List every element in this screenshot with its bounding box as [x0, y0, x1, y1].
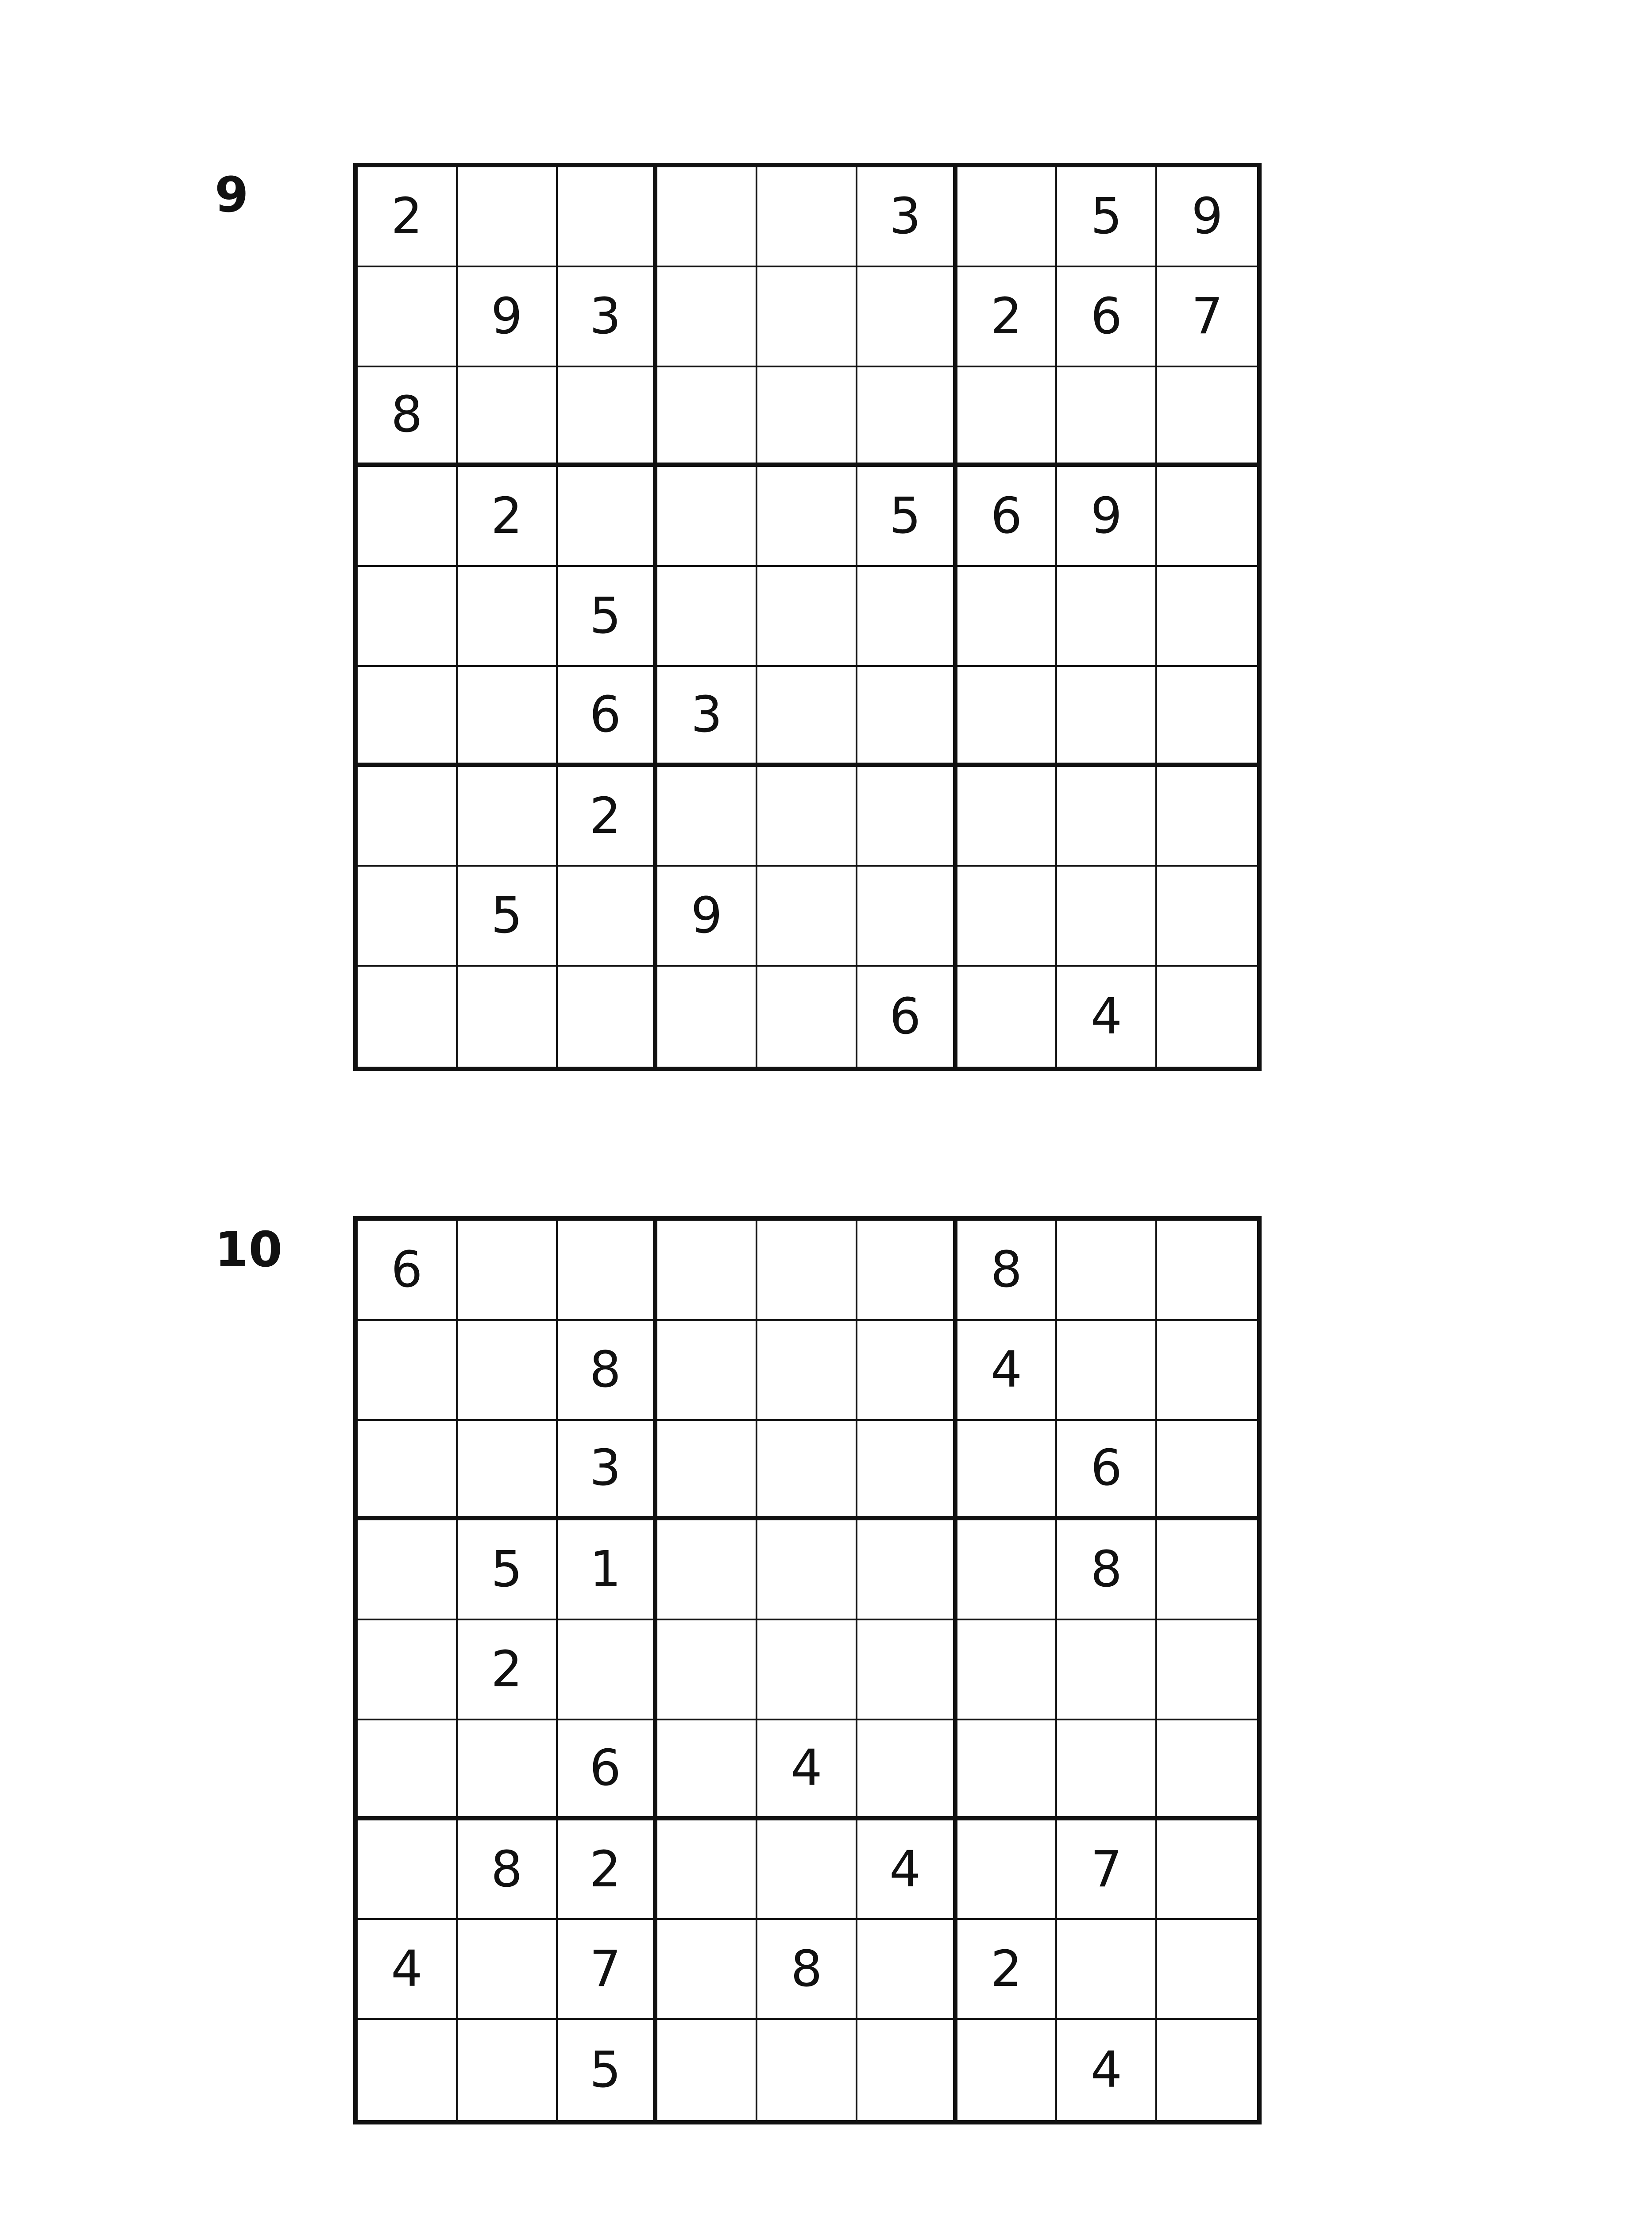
given-cell: 8	[558, 1321, 658, 1421]
empty-cell[interactable]	[957, 867, 1058, 967]
empty-cell[interactable]	[358, 667, 458, 767]
given-cell: 2	[458, 1620, 558, 1720]
given-cell: 7	[558, 1920, 658, 2020]
empty-cell[interactable]	[558, 967, 658, 1067]
empty-cell[interactable]	[657, 467, 757, 567]
empty-cell[interactable]	[1157, 2020, 1257, 2120]
empty-cell[interactable]	[1157, 1720, 1257, 1820]
empty-cell[interactable]	[657, 1620, 757, 1720]
empty-cell[interactable]	[857, 1321, 957, 1421]
empty-cell[interactable]	[1157, 1520, 1257, 1620]
given-cell: 1	[558, 1520, 658, 1620]
empty-cell[interactable]	[857, 667, 957, 767]
empty-cell[interactable]	[358, 1720, 458, 1820]
empty-cell[interactable]	[358, 1421, 458, 1521]
empty-cell[interactable]	[857, 1620, 957, 1720]
empty-cell[interactable]	[957, 1620, 1058, 1720]
empty-cell[interactable]	[757, 567, 857, 667]
empty-cell[interactable]	[857, 1520, 957, 1620]
given-cell: 8	[358, 367, 458, 467]
given-cell: 3	[558, 267, 658, 367]
empty-cell[interactable]	[358, 767, 458, 867]
given-cell: 8	[757, 1920, 857, 2020]
given-cell: 3	[657, 667, 757, 767]
empty-cell[interactable]	[1157, 1620, 1257, 1720]
given-cell: 6	[558, 1720, 658, 1820]
given-cell: 2	[458, 467, 558, 567]
empty-cell[interactable]	[1157, 1920, 1257, 2020]
given-cell: 5	[857, 467, 957, 567]
empty-cell[interactable]	[1057, 1920, 1157, 2020]
empty-cell[interactable]	[657, 967, 757, 1067]
given-cell: 9	[458, 267, 558, 367]
empty-cell[interactable]	[1157, 1421, 1257, 1521]
given-cell: 6	[857, 967, 957, 1067]
empty-cell[interactable]	[857, 767, 957, 867]
empty-cell[interactable]	[657, 1820, 757, 1920]
given-cell: 3	[558, 1421, 658, 1521]
given-cell: 4	[1057, 2020, 1157, 2120]
empty-cell[interactable]	[458, 1720, 558, 1820]
empty-cell[interactable]	[957, 1520, 1058, 1620]
puzzle-number: 10	[215, 1221, 283, 1278]
empty-cell[interactable]	[458, 2020, 558, 2120]
empty-cell[interactable]	[957, 667, 1058, 767]
empty-cell[interactable]	[857, 2020, 957, 2120]
empty-cell[interactable]	[757, 167, 857, 267]
empty-cell[interactable]	[358, 467, 458, 567]
given-cell: 9	[1057, 467, 1157, 567]
empty-cell[interactable]	[1057, 1321, 1157, 1421]
empty-cell[interactable]	[558, 467, 658, 567]
given-cell: 6	[957, 467, 1058, 567]
empty-cell[interactable]	[857, 1920, 957, 2020]
given-cell: 2	[558, 767, 658, 867]
empty-cell[interactable]	[657, 1321, 757, 1421]
empty-cell[interactable]	[757, 267, 857, 367]
empty-cell[interactable]	[857, 1421, 957, 1521]
empty-cell[interactable]	[1057, 667, 1157, 767]
given-cell: 4	[857, 1820, 957, 1920]
given-cell: 8	[1057, 1520, 1157, 1620]
empty-cell[interactable]	[1057, 367, 1157, 467]
empty-cell[interactable]	[657, 1920, 757, 2020]
given-cell: 3	[857, 167, 957, 267]
empty-cell[interactable]	[1157, 367, 1257, 467]
empty-cell[interactable]	[857, 1221, 957, 1321]
empty-cell[interactable]	[857, 867, 957, 967]
given-cell: 9	[1157, 167, 1257, 267]
given-cell: 2	[558, 1820, 658, 1920]
given-cell: 9	[657, 867, 757, 967]
empty-cell[interactable]	[458, 767, 558, 867]
empty-cell[interactable]	[1157, 867, 1257, 967]
empty-cell[interactable]	[657, 167, 757, 267]
empty-cell[interactable]	[757, 867, 857, 967]
empty-cell[interactable]	[857, 267, 957, 367]
empty-cell[interactable]	[857, 1720, 957, 1820]
empty-cell[interactable]	[957, 1720, 1058, 1820]
given-cell: 7	[1057, 1820, 1157, 1920]
empty-cell[interactable]	[458, 667, 558, 767]
given-cell: 6	[1057, 267, 1157, 367]
given-cell: 4	[757, 1720, 857, 1820]
given-cell: 6	[358, 1221, 458, 1321]
sudoku-grid	[353, 1216, 1262, 2124]
empty-cell[interactable]	[657, 1221, 757, 1321]
empty-cell[interactable]	[1057, 867, 1157, 967]
empty-cell[interactable]	[657, 1720, 757, 1820]
empty-cell[interactable]	[757, 1321, 857, 1421]
empty-cell[interactable]	[1157, 1321, 1257, 1421]
empty-cell[interactable]	[358, 1520, 458, 1620]
empty-cell[interactable]	[558, 1221, 658, 1321]
empty-cell[interactable]	[1057, 1620, 1157, 1720]
empty-cell[interactable]	[1057, 567, 1157, 667]
empty-cell[interactable]	[657, 1421, 757, 1521]
empty-cell[interactable]	[757, 1221, 857, 1321]
empty-cell[interactable]	[1157, 667, 1257, 767]
empty-cell[interactable]	[558, 1620, 658, 1720]
puzzle-number: 9	[215, 166, 249, 223]
empty-cell[interactable]	[757, 2020, 857, 2120]
empty-cell[interactable]	[1157, 567, 1257, 667]
empty-cell[interactable]	[757, 767, 857, 867]
empty-cell[interactable]	[1157, 767, 1257, 867]
empty-cell[interactable]	[1157, 1221, 1257, 1321]
empty-cell[interactable]	[757, 1620, 857, 1720]
empty-cell[interactable]	[757, 1520, 857, 1620]
empty-cell[interactable]	[458, 367, 558, 467]
given-cell: 2	[957, 267, 1058, 367]
empty-cell[interactable]	[757, 367, 857, 467]
given-cell: 5	[558, 2020, 658, 2120]
given-cell: 8	[458, 1820, 558, 1920]
empty-cell[interactable]	[757, 967, 857, 1067]
empty-cell[interactable]	[657, 267, 757, 367]
given-cell: 6	[1057, 1421, 1157, 1521]
empty-cell[interactable]	[358, 267, 458, 367]
empty-cell[interactable]	[657, 567, 757, 667]
empty-cell[interactable]	[358, 1820, 458, 1920]
empty-cell[interactable]	[857, 367, 957, 467]
empty-cell[interactable]	[358, 2020, 458, 2120]
empty-cell[interactable]	[558, 367, 658, 467]
empty-cell[interactable]	[358, 567, 458, 667]
empty-cell[interactable]	[957, 767, 1058, 867]
empty-cell[interactable]	[1057, 1720, 1157, 1820]
empty-cell[interactable]	[957, 167, 1058, 267]
empty-cell[interactable]	[558, 867, 658, 967]
empty-cell[interactable]	[458, 1920, 558, 2020]
empty-cell[interactable]	[358, 1620, 458, 1720]
empty-cell[interactable]	[458, 1221, 558, 1321]
empty-cell[interactable]	[1057, 1221, 1157, 1321]
given-cell: 8	[957, 1221, 1058, 1321]
empty-cell[interactable]	[657, 767, 757, 867]
empty-cell[interactable]	[1157, 967, 1257, 1067]
given-cell: 2	[957, 1920, 1058, 2020]
empty-cell[interactable]	[657, 1520, 757, 1620]
empty-cell[interactable]	[458, 567, 558, 667]
empty-cell[interactable]	[358, 1321, 458, 1421]
given-cell: 4	[1057, 967, 1157, 1067]
empty-cell[interactable]	[358, 967, 458, 1067]
empty-cell[interactable]	[458, 1321, 558, 1421]
empty-cell[interactable]	[757, 667, 857, 767]
empty-cell[interactable]	[1157, 467, 1257, 567]
empty-cell[interactable]	[857, 567, 957, 667]
given-cell: 5	[458, 1520, 558, 1620]
empty-cell[interactable]	[957, 1820, 1058, 1920]
empty-cell[interactable]	[957, 567, 1058, 667]
given-cell: 5	[458, 867, 558, 967]
given-cell: 4	[358, 1920, 458, 2020]
given-cell: 5	[1057, 167, 1157, 267]
given-cell: 6	[558, 667, 658, 767]
empty-cell[interactable]	[458, 1421, 558, 1521]
empty-cell[interactable]	[757, 1820, 857, 1920]
empty-cell[interactable]	[558, 167, 658, 267]
empty-cell[interactable]	[1157, 1820, 1257, 1920]
empty-cell[interactable]	[458, 967, 558, 1067]
given-cell: 2	[358, 167, 458, 267]
given-cell: 5	[558, 567, 658, 667]
empty-cell[interactable]	[957, 1421, 1058, 1521]
empty-cell[interactable]	[657, 367, 757, 467]
given-cell: 7	[1157, 267, 1257, 367]
empty-cell[interactable]	[957, 967, 1058, 1067]
empty-cell[interactable]	[757, 1421, 857, 1521]
empty-cell[interactable]	[757, 467, 857, 567]
empty-cell[interactable]	[957, 367, 1058, 467]
empty-cell[interactable]	[358, 867, 458, 967]
empty-cell[interactable]	[1057, 767, 1157, 867]
sudoku-grid	[353, 163, 1262, 1071]
empty-cell[interactable]	[657, 2020, 757, 2120]
given-cell: 4	[957, 1321, 1058, 1421]
empty-cell[interactable]	[957, 2020, 1058, 2120]
empty-cell[interactable]	[458, 167, 558, 267]
